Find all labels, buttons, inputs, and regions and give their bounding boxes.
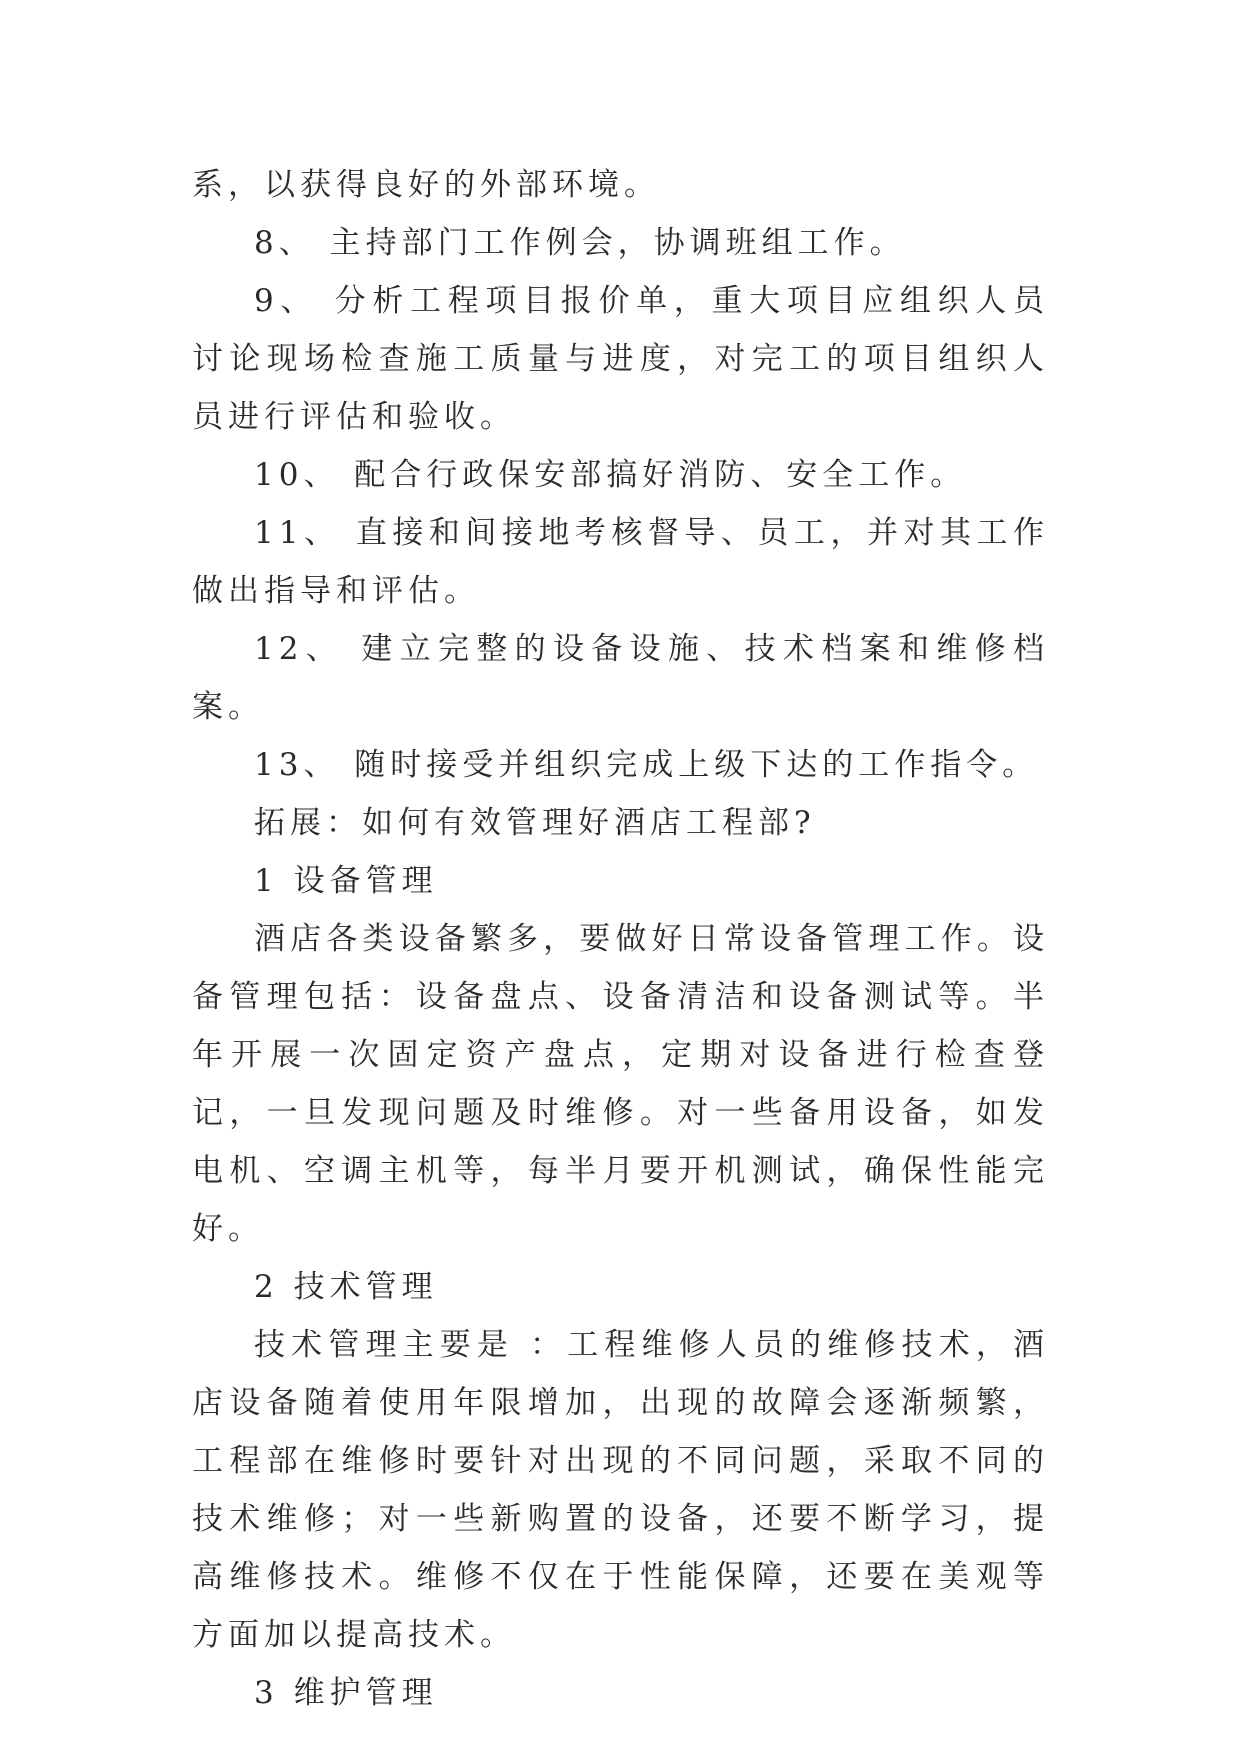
- paragraph: 系，以获得良好的外部环境。: [192, 167, 660, 203]
- paragraph: 13、 随时接受并组织完成上级下达的工作指令。: [254, 747, 1039, 783]
- paragraph: 技术管理主要是 ：工程维修人员的维修技术，酒店设备随着使用年限增加，出现的故障会逐渐频繁，工程部在维修时要针对出现的不同问题，采取不同的技术维修；对一些新购置的设备，还要不断学习，提高维修技术。维修不仅在于性能保障，还要在美观等方面加以提高技术。: [192, 1327, 1049, 1653]
- paragraph: 拓展：如何有效管理好酒店工程部?: [254, 805, 816, 841]
- section-heading: 3 维护管理: [254, 1675, 438, 1711]
- paragraph: 酒店各类设备繁多，要做好日常设备管理工作。设备管理包括：设备盘点、设备清洁和设备测试等。半年开展一次固定资产盘点，定期对设备进行检查登记，一旦发现问题及时维修。对一些备用设备，如发电机、空调主机等，每半月要开机测试，确保性能完好。: [192, 921, 1049, 1247]
- paragraph: 10、 配合行政保安部搞好消防、安全工作。: [254, 457, 967, 493]
- document-body: [192, 156, 1049, 1722]
- section-heading: 2 技术管理: [254, 1269, 438, 1305]
- paragraph: 11、 直接和间接地考核督导、员工，并对其工作做出指导和评估。: [192, 515, 1049, 609]
- section-heading: 1 设备管理: [254, 863, 438, 899]
- paragraph: 9、 分析工程项目报价单，重大项目应组织人员讨论现场检查施工质量与进度，对完工的项目组织人员进行评估和验收。: [192, 283, 1049, 435]
- paragraph: 12、 建立完整的设备设施、技术档案和维修档案。: [192, 631, 1049, 725]
- paragraph: 8、 主持部门工作例会，协调班组工作。: [254, 225, 906, 261]
